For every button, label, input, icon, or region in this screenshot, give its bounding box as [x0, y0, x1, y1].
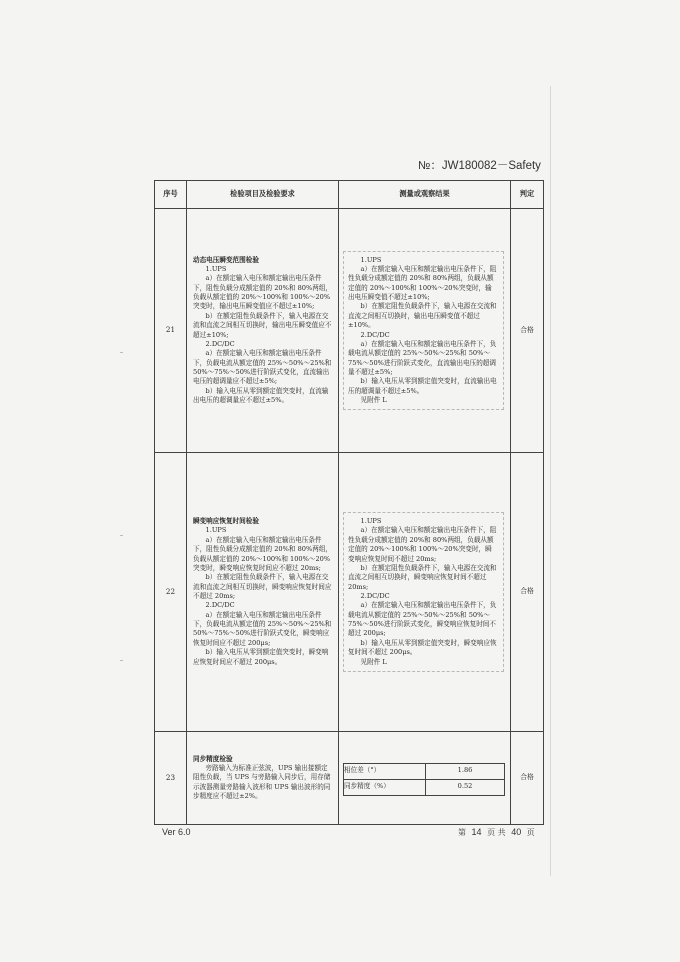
measurement-value: 0.52: [426, 779, 505, 795]
requirement-line: b）输入电压从零到额定值突变时，直流输出电压的超调量应不超过±5%。: [193, 386, 329, 405]
column-header-verdict: 判定: [511, 181, 544, 209]
column-header-index: 序号: [155, 181, 187, 209]
verdict-cell: 合格: [511, 732, 544, 825]
result-line: 2.DC/DC: [360, 330, 390, 339]
result-line: b）输入电压从零到额定值突变时，瞬变响应恢复时间不超过 200μs。: [348, 638, 497, 657]
column-header-result: 测量或观察结果: [339, 181, 511, 209]
section-title: 同步精度检验: [193, 754, 233, 763]
version-label: Ver 6.0: [162, 827, 191, 837]
result-cell: [339, 453, 511, 732]
appendix-reference: 见附件 L: [360, 657, 387, 666]
page-edge-line: [550, 86, 551, 876]
requirement-line: a）在额定输入电压和额定输出电压条件下，阻性负载分成额定值的 20%和 80%两组，负载从额定值的 20%～100%和 100%～20%突变时，输出电压瞬变值应不超过±10%;: [193, 274, 333, 311]
measurement-value: 1.86: [426, 763, 505, 779]
requirement-line: b）在额定阻性负载条件下，输入电源在交流和直流之间相互切换时，瞬变响应恢复时间应不超过 20ms;: [193, 573, 332, 600]
measurement-label: 同步精度（%）: [344, 779, 426, 795]
column-header-requirement: 检验项目及检验要求: [187, 181, 339, 209]
requirement-line: a）在额定输入电压和额定输出电压条件下，负载电流从额定值的 25%～50%～25%和 50%～75%～50%进行阶跃式变化，瞬变响应恢复时间应不超过 200μs;: [193, 610, 332, 647]
result-line: a）在额定输入电压和额定输出电压条件下，阻性负载分成额定值的 20%和 80%两组，负载从额定值的 20%～100%和 100%～20%突变时，瞬变响应恢复时间不超过 20ms;: [348, 526, 497, 563]
requirement-line: 2.DC/DC: [205, 601, 235, 610]
result-line: 1.UPS: [360, 255, 382, 264]
page-suffix: 页: [526, 828, 535, 837]
measurement-row: [344, 763, 505, 779]
requirement-line: a）在额定输入电压和额定输出电压条件下，阻性负载分成额定值的 20%和 80%两组，负载从额定值的 20%～100%和 100%～20%突变时，瞬变响应恢复时间应不超过 20ms;: [193, 535, 333, 572]
result-line: b）在额定阻性负载条件下，输入电源在交流和直流之间相互切换时，瞬变响应恢复时间不超过 20ms;: [348, 563, 497, 591]
requirement-cell: [187, 732, 339, 825]
report-number: №：JW180082－Safety: [418, 160, 541, 172]
measurement-row: [344, 779, 505, 795]
result-line: b）输入电压从零到额定值突变时，直流输出电压的超调量不超过±5%。: [348, 377, 497, 395]
table-header-row: [155, 181, 544, 209]
requirement-line: b）在额定阻性负载条件下，输入电源在交流和直流之间相互切换时，输出电压瞬变值应不超过±10%;: [193, 311, 332, 339]
requirement-line: 1.UPS: [205, 264, 227, 273]
row-index: 22: [155, 453, 187, 732]
measurement-table: [343, 763, 505, 796]
table-row: [155, 453, 544, 732]
margin-mark: [120, 535, 123, 536]
appendix-reference: 见附件 L: [360, 396, 387, 405]
table-row: [155, 209, 544, 453]
page-number: [458, 827, 535, 838]
requirement-cell: [187, 453, 339, 732]
requirement-line: 旁路输入为标准正弦波，UPS 输出接额定阻性负载，当 UPS 与旁路输入同步后，用存储示波器测量旁路输入波形和 UPS 输出波形的同步精度应不超过±2%。: [193, 763, 331, 801]
result-line: a）在额定输入电压和额定输出电压条件下，负载电流从额定值的 25%～50%～25%和 50%～75%～50%进行阶跃式变化，瞬变响应恢复时间不超过 200μs;: [348, 601, 497, 638]
section-title: 动态电压瞬变范围检验: [193, 255, 259, 264]
page-current: 14: [471, 827, 482, 837]
result-line: a）在额定输入电压和额定输出电压条件下，负载电流从额定值的 25%～50%～25%和 50%～75%～50%进行阶跃式变化，直流输出电压的超调量不超过±5%;: [348, 339, 497, 376]
result-cell: [339, 732, 511, 825]
row-index: 23: [155, 732, 187, 825]
measurement-label: 相位差（°）: [344, 763, 426, 779]
inspection-table: [154, 180, 544, 825]
requirement-cell: [187, 209, 339, 453]
requirement-line: b）输入电压从零到额定值突变时，瞬变响应恢复时间应不超过 200μs。: [193, 648, 329, 666]
page-total: 40: [511, 827, 522, 837]
result-cell: [339, 209, 511, 453]
requirement-line: 2.DC/DC: [205, 339, 235, 348]
verdict-cell: 合格: [511, 453, 544, 732]
page-mid: 页 共: [487, 828, 506, 837]
result-line: b）在额定阻性负载条件下，输入电源在交流和直流之间相互切换时，输出电压瞬变值不超过±10%。: [348, 302, 497, 330]
requirement-line: 1.UPS: [205, 526, 227, 535]
margin-mark: [120, 660, 123, 661]
page-prefix: 第: [458, 828, 466, 837]
result-line: 2.DC/DC: [360, 592, 390, 600]
row-index: 21: [155, 209, 187, 453]
margin-mark: [120, 352, 123, 353]
verdict-cell: 合格: [511, 209, 544, 453]
requirement-line: a）在额定输入电压和额定输出电压条件下，负载电流从额定值的 25%～50%～25%和 50%～75%～50%进行阶跃式变化，直流输出电压的超调量应不超过±5%;: [193, 349, 332, 386]
result-line: 1.UPS: [360, 517, 382, 526]
result-line: a）在额定输入电压和额定输出电压条件下，阻性负载分成额定值的 20%和 80%两组，负载从额定值的 20%～100%和 100%～20%突变时，输出电压瞬变值不超过±10%;: [348, 264, 497, 302]
section-title: 瞬变响应恢复时间检验: [193, 517, 259, 526]
table-row: [155, 732, 544, 825]
